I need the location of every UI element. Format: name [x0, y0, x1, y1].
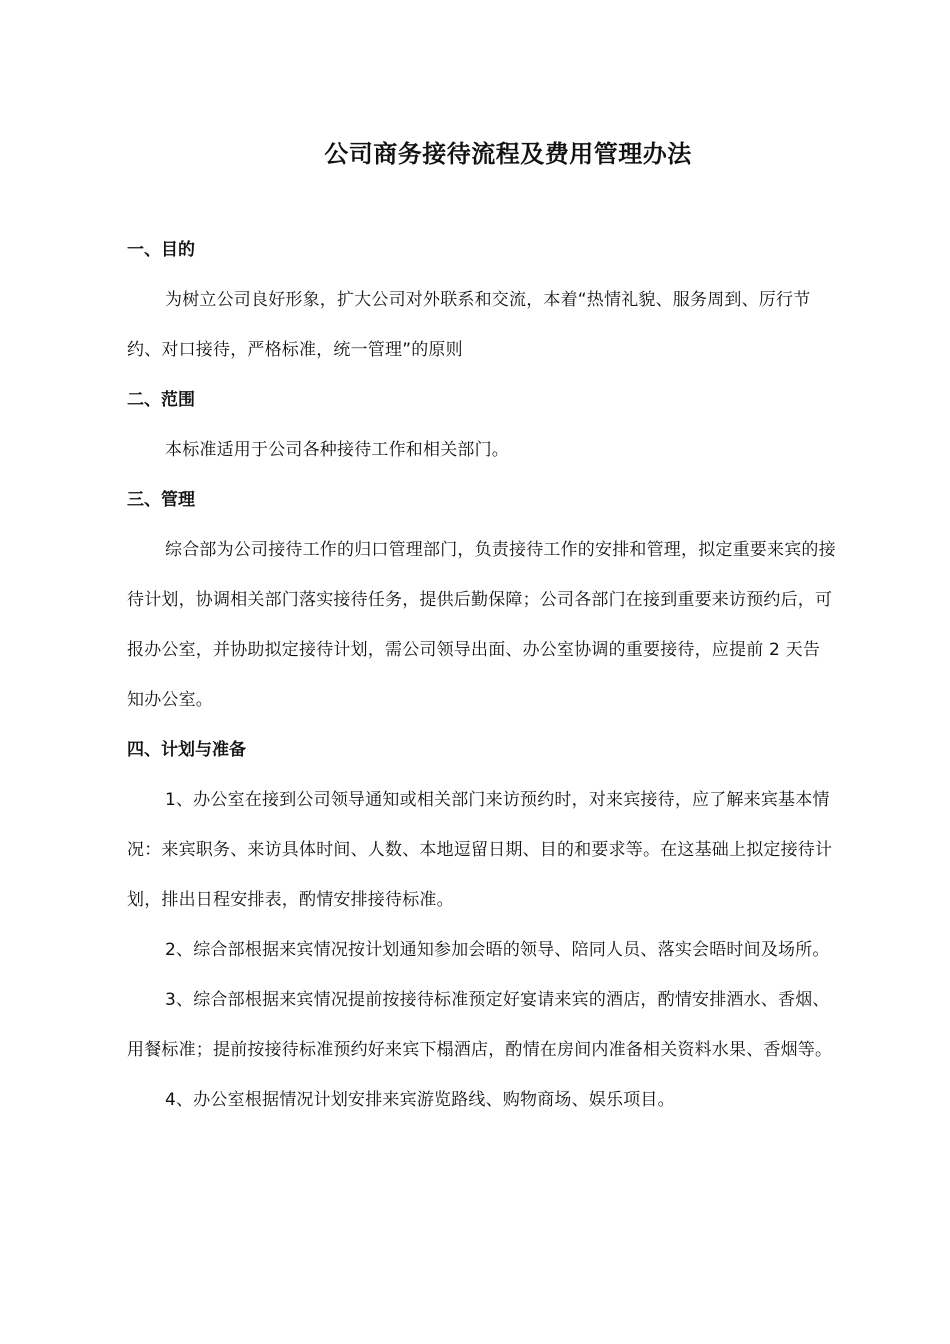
paragraph: 综合部为公司接待工作的归口管理部门，负责接待工作的安排和管理，拟定重要来宾的接待计划，协调相关部门落实接待任务，提供后勤保障；公司各部门在接到重要来访预约后，可报办公室，并协助拟定接待计划，需公司领导出面、办公室协调的重要接待，应提前 2 天告知办公室。 [127, 540, 836, 710]
section-heading: 三、管理 [127, 490, 195, 510]
paragraph: 本标准适用于公司各种接待工作和相关部门。 [165, 440, 509, 460]
section-planning [127, 733, 837, 1125]
document-title: 公司商务接待流程及费用管理办法 [324, 140, 692, 168]
paragraph: 2、综合部根据来宾情况按计划通知参加会晤的领导、陪同人员、落实会晤时间及场所。 [165, 940, 830, 960]
section-heading: 一、目的 [127, 240, 195, 260]
paragraph: 1、办公室在接到公司领导通知或相关部门来访预约时，对来宾接待，应了解来宾基本情况：来宾职务、来访具体时间、人数、本地逗留日期、目的和要求等。在这基础上拟定接待计划，排出日程安排表，酌情安排接待标准。 [127, 790, 833, 910]
paragraph: 3、综合部根据来宾情况提前按接待标准预定好宴请来宾的酒店，酌情安排酒水、香烟、用餐标准；提前按接待标准预约好来宾下榻酒店，酌情在房间内准备相关资料水果、香烟等。 [127, 990, 833, 1060]
document-body [127, 233, 837, 1125]
paragraph: 为树立公司良好形象，扩大公司对外联系和交流，本着“热情礼貌、服务周到、厉行节约、对口接待，严格标准，统一管理”的原则 [127, 290, 811, 360]
section-purpose [127, 233, 837, 375]
section-management [127, 483, 837, 725]
paragraph: 4、办公室根据情况计划安排来宾游览路线、购物商场、娱乐项目。 [165, 1090, 675, 1110]
section-scope [127, 383, 837, 475]
section-heading: 四、计划与准备 [127, 740, 246, 760]
section-heading: 二、范围 [127, 390, 195, 410]
